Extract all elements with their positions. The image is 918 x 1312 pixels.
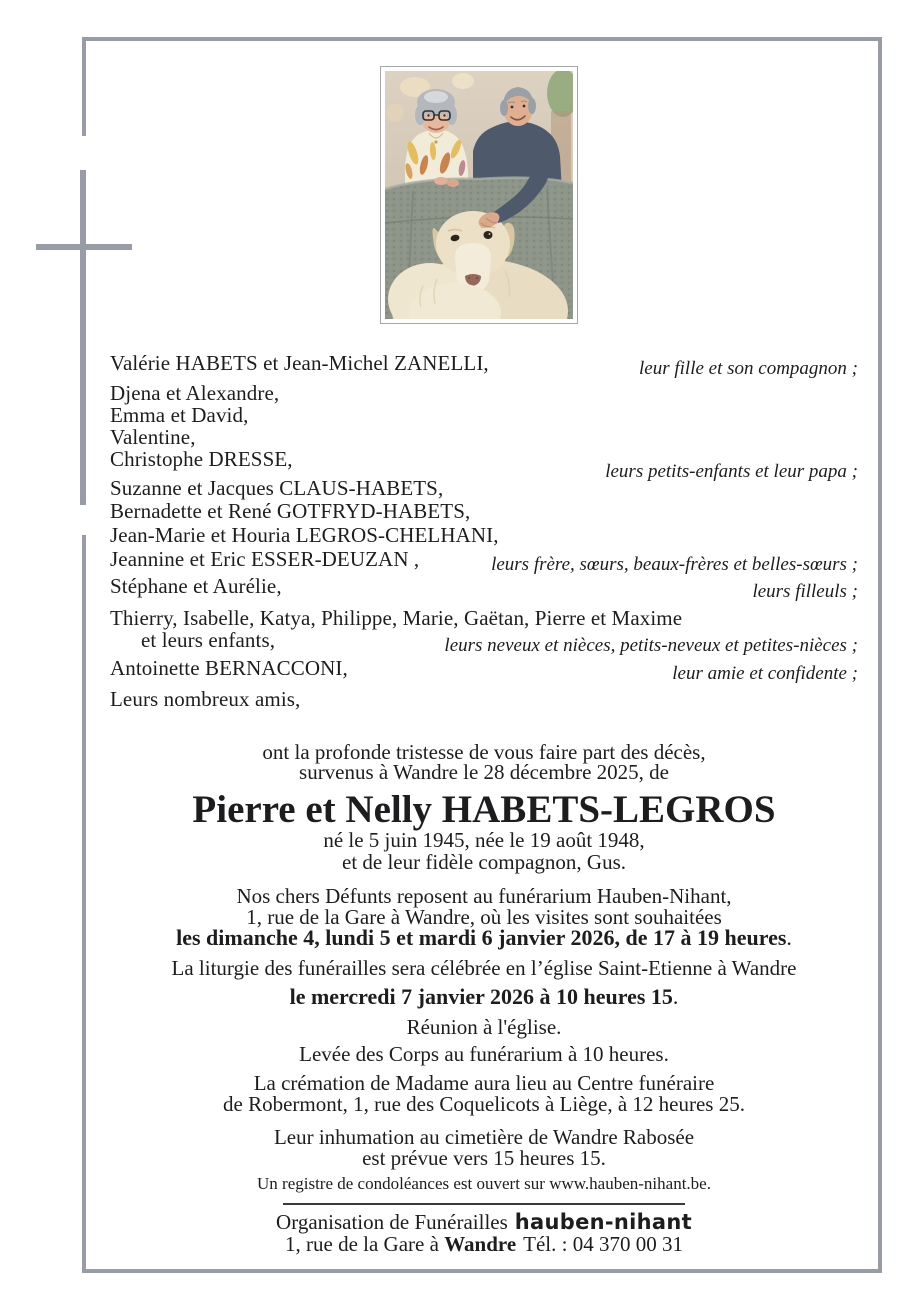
family-row <box>110 607 858 629</box>
address-city: Wandre <box>444 1232 517 1256</box>
memorial-photo <box>380 66 578 324</box>
visits-line <box>110 927 858 949</box>
family-names: Leurs nombreux amis, <box>110 687 301 711</box>
liturgy-line: La liturgie des funérailles sera célébrée en l’église Saint-Etienne à Wandre <box>171 956 797 980</box>
address-prefix: 1, rue de la Gare à <box>285 1232 439 1256</box>
organisation-line <box>110 1211 858 1233</box>
cremation-line: de Robermont, 1, rue des Coquelicots à Liège, à 12 heures 25. <box>223 1092 745 1116</box>
family-row <box>110 382 858 404</box>
frame-left-border-upper <box>82 37 86 136</box>
address-line <box>110 1233 858 1255</box>
family-row <box>110 688 858 710</box>
family-names: Stéphane et Aurélie, <box>110 574 282 598</box>
family-row <box>110 524 858 546</box>
family-names: Emma et David, <box>110 403 249 427</box>
intro-line: ont la profonde tristesse de vous faire part des décès, <box>262 740 706 764</box>
deceased-names: Pierre et Nelly HABETS-LEGROS <box>192 788 776 831</box>
relation-label: leurs neveux et nièces, petits-neveux et petites-nièces ; <box>444 635 858 656</box>
family-row <box>110 447 858 482</box>
inhumation-line: Leur inhumation au cimetière de Wandre Rabosée <box>273 1125 695 1149</box>
frame-left-border-lower <box>82 535 86 1273</box>
phone-number: Tél. : 04 370 00 31 <box>523 1232 683 1256</box>
family-row <box>110 547 858 575</box>
reunion-line: Réunion à l'église. <box>406 1015 562 1039</box>
birth-line: né le 5 juin 1945, née le 19 août 1948, <box>323 828 645 852</box>
footer-divider <box>283 1203 685 1205</box>
visits-period: . <box>786 925 792 950</box>
relation-label: leurs filleuls ; <box>752 581 858 602</box>
cross-icon-arm <box>36 244 132 250</box>
family-names: Jeannine et Eric ESSER-DEUZAN , <box>110 547 420 571</box>
family-row <box>110 351 858 379</box>
family-names: Christophe DRESSE, <box>110 447 293 471</box>
family-row <box>110 426 858 448</box>
family-names: Suzanne et Jacques CLAUS-HABETS, <box>110 476 444 500</box>
relation-label: leurs frère, sœurs, beaux-frères et belles-sœurs ; <box>491 554 858 575</box>
family-names: Valentine, <box>110 425 196 449</box>
liturgy-date-period: . <box>672 984 679 1009</box>
liturgy-date-line <box>110 986 858 1008</box>
repose-line: Nos chers Défunts reposent au funérarium Hauben-Nihant, <box>236 884 732 908</box>
family-row <box>110 404 858 426</box>
family-names: Antoinette BERNACCONI, <box>110 656 348 680</box>
family-names: Thierry, Isabelle, Katya, Philippe, Marie, Gaëtan, Pierre et Maxime <box>110 606 683 630</box>
relation-label: leur amie et confidente ; <box>672 663 858 684</box>
announcement <box>110 742 858 1255</box>
levee-line: Levée des Corps au funérarium à 10 heures. <box>299 1042 669 1066</box>
intro-line: survenus à Wandre le 28 décembre 2025, de <box>299 760 669 784</box>
register-line: Un registre de condoléances est ouvert sur www.hauben-nihant.be. <box>257 1174 711 1193</box>
family-names: Bernadette et René GOTFRYD-HABETS, <box>110 499 471 523</box>
relation-label: leurs petits-enfants et leur papa ; <box>605 461 858 482</box>
family-row <box>110 574 858 602</box>
organisation-prefix: Organisation de Funérailles <box>276 1210 508 1234</box>
family-row <box>110 656 858 684</box>
memorial-photo-illustration <box>385 71 573 319</box>
family-names: Jean-Marie et Houria LEGROS-CHELHANI, <box>110 523 499 547</box>
family-row <box>110 628 858 656</box>
repose-line: 1, rue de la Gare à Wandre, où les visites sont souhaitées <box>246 905 722 929</box>
frame-bottom-border <box>82 1269 882 1273</box>
companion-line: et de leur fidèle compagnon, Gus. <box>342 850 626 874</box>
cremation-line: La crémation de Madame aura lieu au Centre funéraire <box>253 1071 715 1095</box>
family-names: Valérie HABETS et Jean-Michel ZANELLI, <box>110 351 489 375</box>
frame-top-border <box>82 37 882 41</box>
family-row <box>110 500 858 522</box>
relation-label: leur fille et son compagnon ; <box>639 358 858 379</box>
visits-dates: les dimanche 4, lundi 5 et mardi 6 janvier 2026, de 17 à 19 heures <box>176 925 787 950</box>
liturgy-date: le mercredi 7 janvier 2026 à 10 heures 15 <box>289 984 673 1009</box>
funeral-home-logo: hauben-nihant <box>514 1210 692 1234</box>
inhumation-line: est prévue vers 15 heures 15. <box>362 1146 606 1170</box>
family-names: Djena et Alexandre, <box>110 381 280 405</box>
cross-icon <box>80 170 86 505</box>
family-list <box>110 352 858 710</box>
frame-right-border <box>878 37 882 1273</box>
family-names: et leurs enfants, <box>141 628 276 652</box>
